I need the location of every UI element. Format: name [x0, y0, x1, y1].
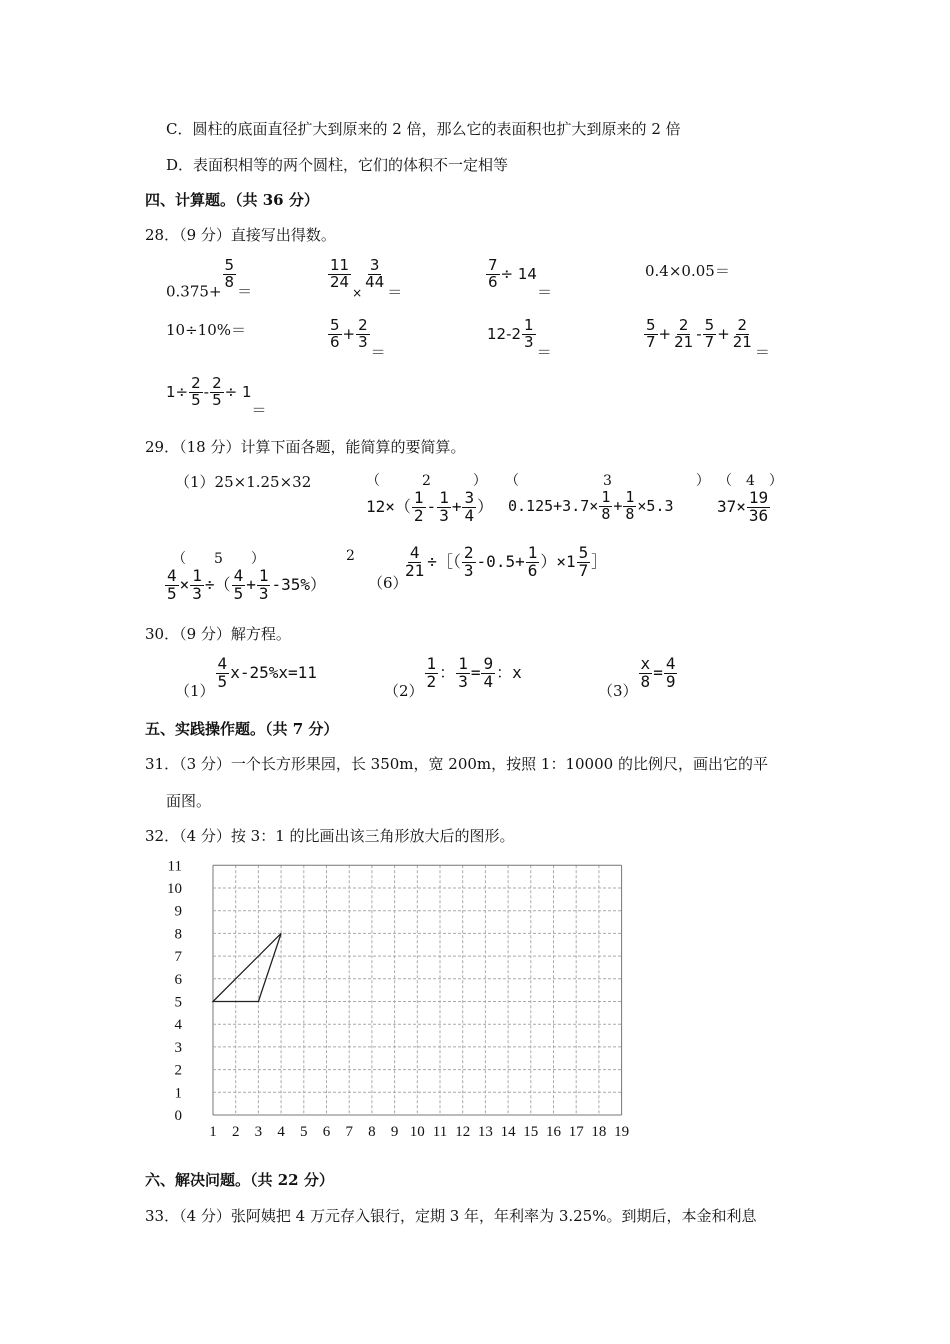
x-tick-label: 10: [409, 1124, 425, 1140]
x-tick-label: 5: [300, 1124, 308, 1140]
q28-expr-5: 10÷10%＝: [166, 321, 246, 339]
y-tick-label: 2: [174, 1062, 182, 1079]
x-tick-label: 2: [231, 1124, 240, 1140]
q29-title: 29．（18 分）计算下面各题，能简算的要简算。: [145, 438, 466, 456]
y-tick-label: 3: [174, 1039, 182, 1056]
q29-part-2-label: （ 2 ）: [366, 473, 487, 489]
coordinate-grid: [160, 850, 650, 1145]
q28-expr-6: $\frac{5}{6}$ + $\frac{2}{3}$ ＝: [330, 316, 386, 361]
q29-part-5-label: （ 5 ）: [172, 551, 265, 567]
option-d: D．表面积相等的两个圆柱，它们的体积不一定相等: [166, 156, 509, 174]
q29-part-5: $\frac{4}{5}$ × $\frac{1}{3}$ ÷（ $\frac{4}{5}$ + $\frac{1}{3}$ -35%）: [167, 566, 327, 603]
q29-part-3-label: （ 3 ）: [505, 473, 710, 489]
y-tick-label: 10: [167, 881, 182, 897]
q28-expr-1: 0.375+ $\frac{5}{8}$ ＝: [166, 256, 253, 301]
x-tick-label: 19: [614, 1124, 630, 1140]
q29-part-4-label: （ 4 ）: [718, 473, 783, 489]
q28-expr-9: 1÷ $\frac{2}{5}$ - $\frac{2}{5}$ ÷ 1＝: [166, 374, 267, 419]
q30-title: 30．（9 分）解方程。: [145, 625, 291, 643]
triangle-shape: [213, 933, 281, 1001]
x-tick-label: 7: [345, 1124, 353, 1140]
q29-part-5-sup: 2: [346, 548, 355, 564]
x-tick-label: 9: [390, 1124, 399, 1140]
section-6-title: 六、解决问题。（共 22 分）: [145, 1171, 334, 1189]
x-tick-label: 14: [500, 1124, 516, 1140]
q30-eq-1: （1） $\frac{4}{5}$ x-25%x=11: [175, 654, 317, 700]
q32-title: 32．（4 分）按 3：1 的比画出该三角形放大后的图形。: [145, 827, 515, 845]
y-tick-label: 5: [174, 994, 182, 1011]
x-tick-label: 12: [455, 1124, 471, 1140]
q30-eq-3: （3） $\frac{x}{8}$ = $\frac{4}{9}$: [598, 654, 676, 700]
q31-line-2: 面图。: [166, 792, 212, 810]
x-tick-label: 18: [591, 1124, 607, 1140]
section-4-title: 四、计算题。（共 36 分）: [145, 191, 319, 209]
x-tick-label: 17: [568, 1124, 584, 1140]
x-tick-label: 3: [254, 1124, 263, 1140]
q29-part-4: 37× $\frac{19}{36}$: [717, 488, 769, 525]
q28-expr-2: $\frac{11}{24}$ $_\times$ $\frac{3}{44}$ ＝: [330, 256, 403, 301]
q30-eq-2: （2） $\frac{1}{2}$ ： $\frac{1}{3}$ = $\frac{9}{4}$ ：x: [384, 654, 522, 700]
y-tick-label: 1: [174, 1085, 182, 1102]
q28-title: 28．（9 分）直接写出得数。: [145, 226, 336, 244]
option-c: C．圆柱的底面直径扩大到原来的 2 倍，那么它的表面积也扩大到原来的 2 倍: [166, 120, 681, 138]
y-tick-label: 4: [174, 1017, 182, 1034]
q28-expr-4: 0.4×0.05＝: [645, 262, 730, 280]
section-5-title: 五、实践操作题。（共 7 分）: [145, 720, 339, 738]
q29-part-2: 12×（ $\frac{1}{2}$ - $\frac{1}{3}$ + $\frac{3}{4}$ ）: [366, 488, 494, 525]
q29-part-3: 0.125+3.7× $\frac{1}{8}$ + $\frac{1}{8}$ ×5.3: [508, 488, 674, 523]
y-tick-label: 9: [174, 903, 182, 920]
q28-expr-3: $\frac{7}{6}$ ÷ 14＝: [488, 256, 552, 301]
q31-line-1: 31．（3 分）一个长方形果园，长 350m，宽 200m，按照 1：10000 的比例尺，画出它的平: [145, 755, 768, 773]
q28-expr-8: $\frac{5}{7}$ + $\frac{2}{21}$ - $\frac{5}{7}$ + $\frac{2}{21}$ ＝: [646, 316, 770, 361]
x-tick-label: 4: [277, 1124, 285, 1140]
x-tick-label: 8: [368, 1124, 376, 1140]
x-tick-label: 11: [432, 1124, 448, 1140]
q29-part-6: $\frac{4}{21}$ ÷［（ $\frac{2}{3}$ -0.5+ $\frac{1}{6}$ ）×1 $\frac{5}{7}$ ］: [405, 543, 608, 580]
x-tick-label: 6: [322, 1124, 331, 1140]
x-tick-label: 13: [477, 1124, 493, 1140]
q33-line-1: 33．（4 分）张阿姨把 4 万元存入银行，定期 3 年，年利率为 3.25%。到期后，本金和利息: [145, 1207, 757, 1225]
y-tick-label: 11: [167, 858, 182, 875]
y-tick-label: 0: [174, 1108, 182, 1124]
x-tick-label: 1: [209, 1124, 217, 1140]
q29-part-6-label: （6）: [368, 574, 408, 592]
q28-expr-7: 12-2 $\frac{1}{3}$ ＝: [487, 316, 552, 361]
q29-part-1: （1）25×1.25×32: [175, 473, 312, 491]
x-tick-label: 15: [523, 1124, 539, 1140]
y-tick-label: 8: [174, 926, 182, 943]
x-tick-label: 16: [546, 1124, 561, 1140]
y-tick-label: 7: [174, 949, 182, 966]
y-tick-label: 6: [174, 971, 182, 988]
